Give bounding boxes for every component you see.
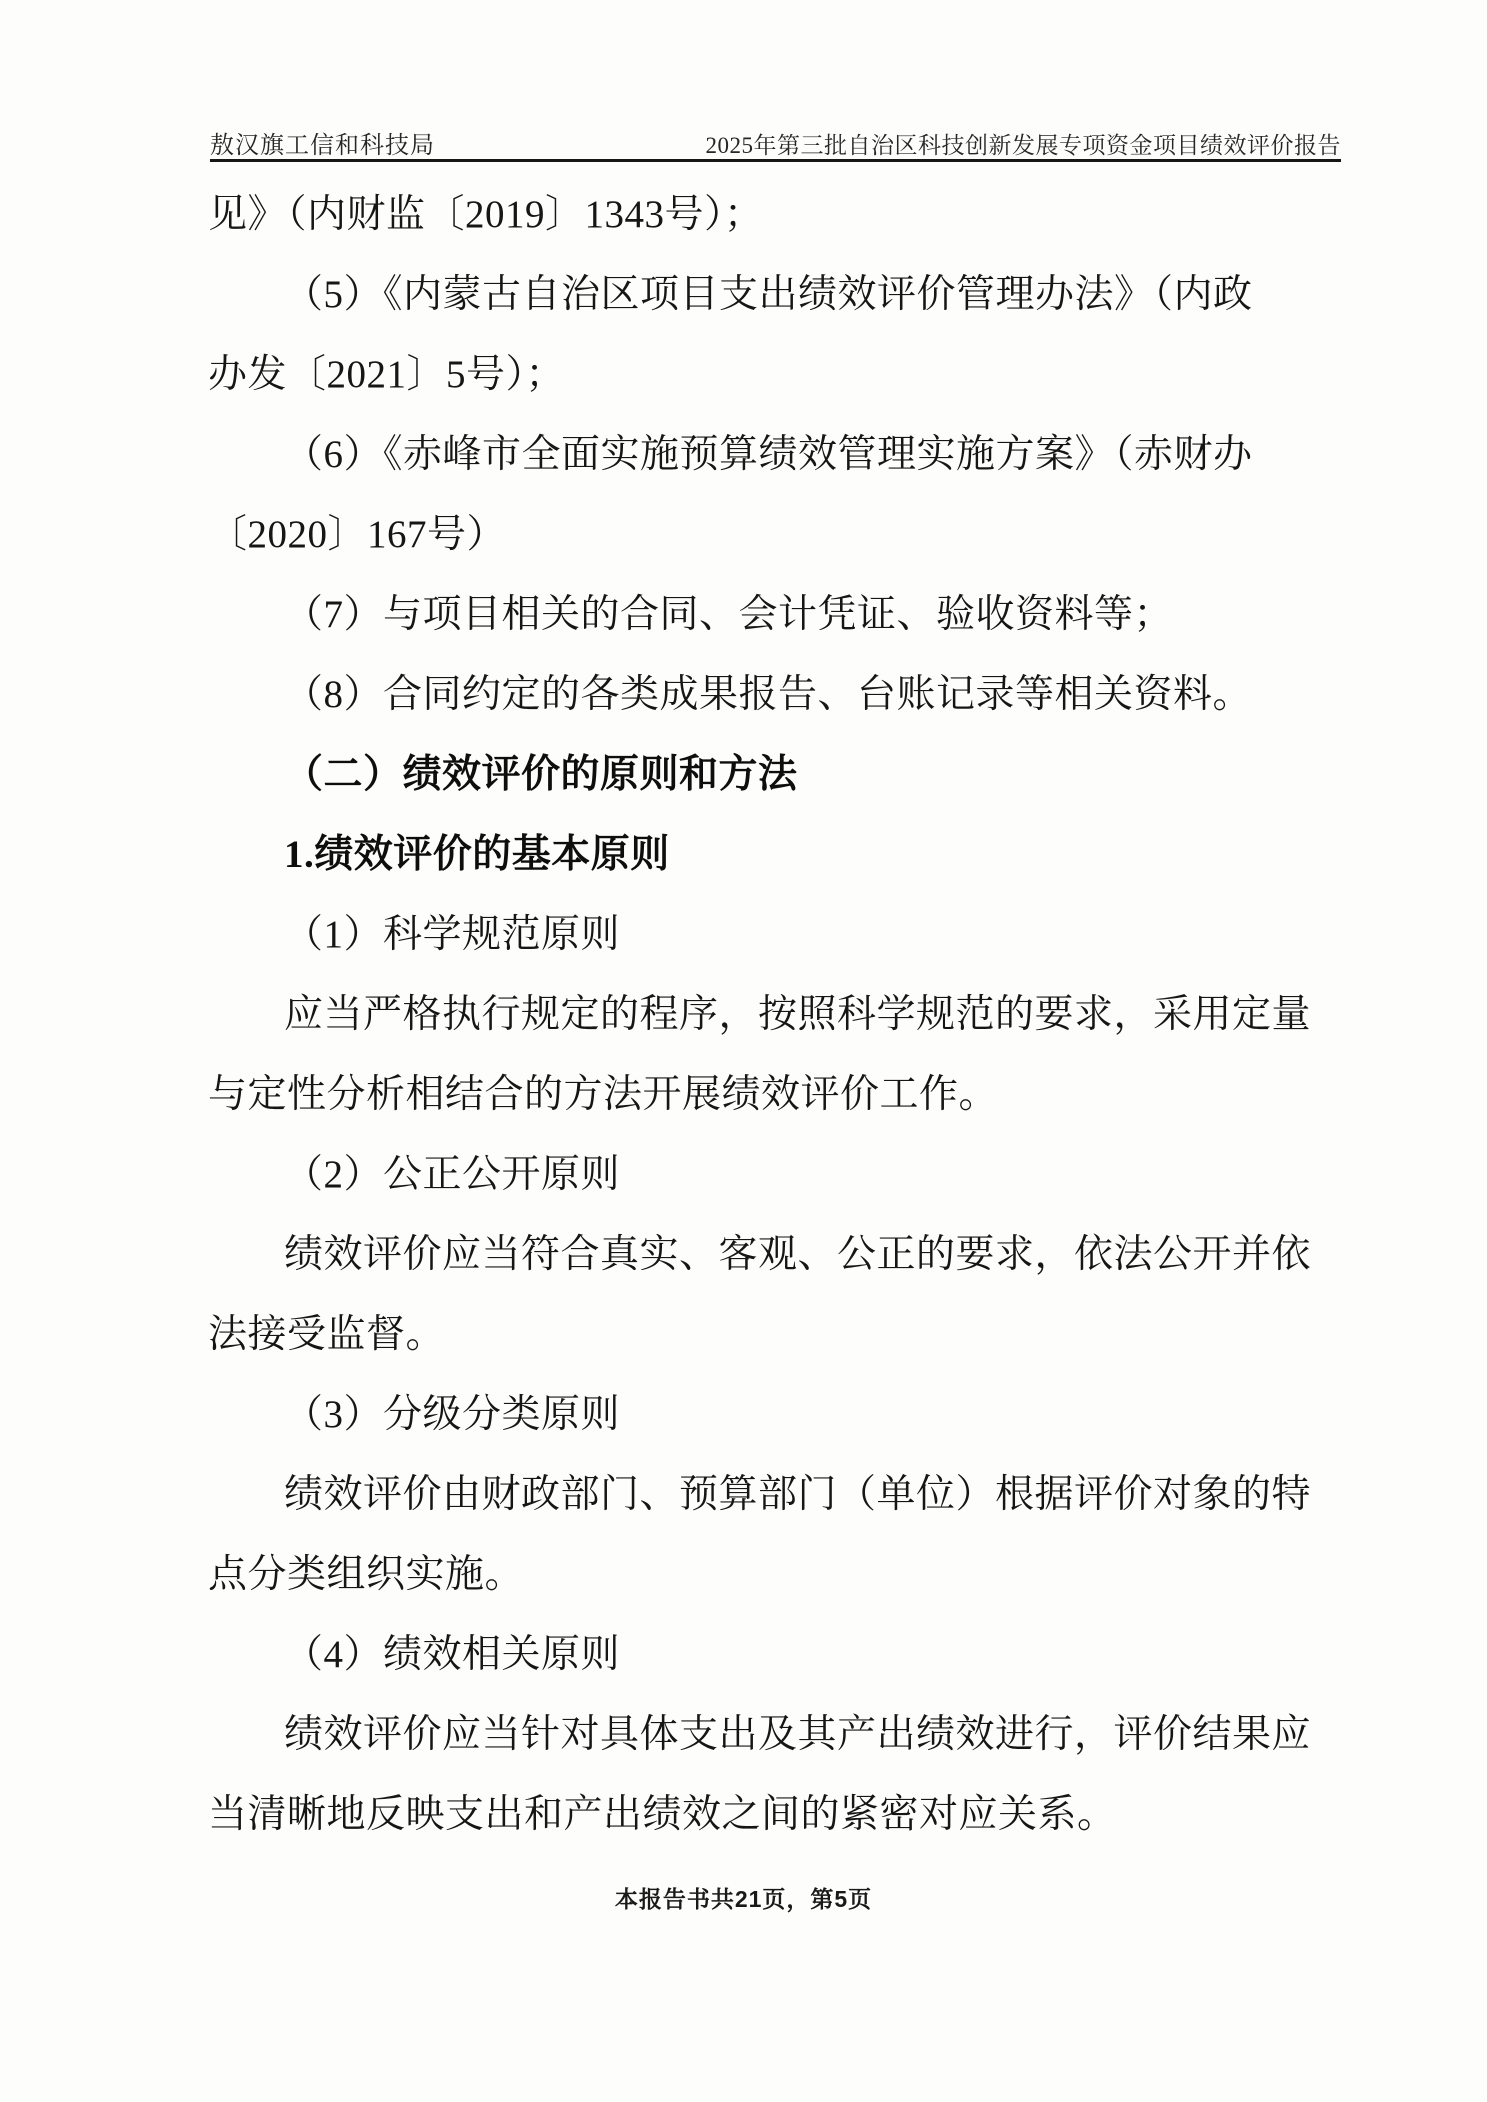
text-line: 当清晰地反映支出和产出绩效之间的紧密对应关系。 xyxy=(208,1793,1117,1836)
text-line: 绩效评价应当符合真实、客观、公正的要求，依法公开并依 xyxy=(284,1233,1312,1276)
text-line: 办发〔2021〕5号）； xyxy=(208,353,566,396)
text-line: （5）《内蒙古自治区项目支出绩效评价管理办法》（内政 xyxy=(284,273,1253,316)
page-header xyxy=(210,128,1341,160)
header-left-title: 敖汉旗工信和科技局 xyxy=(210,133,435,159)
text-line: （1）科学规范原则 xyxy=(284,913,621,956)
text-line: 〔2020〕167号） xyxy=(208,513,507,556)
text-line: （2）公正公开原则 xyxy=(284,1153,621,1196)
page-footer: 本报告书共21页，第5页 xyxy=(614,1886,873,1912)
text-line: （二）绩效评价的原则和方法 xyxy=(284,753,798,796)
text-line: （7）与项目相关的合同、会计凭证、验收资料等； xyxy=(284,593,1174,636)
text-line: 应当严格执行规定的程序，按照科学规范的要求，采用定量 xyxy=(284,993,1312,1036)
header-divider xyxy=(210,159,1341,162)
text-line: （6）《赤峰市全面实施预算绩效管理实施方案》（赤财办 xyxy=(284,433,1253,476)
text-line: （4）绩效相关原则 xyxy=(284,1633,621,1676)
text-line: 见》（内财监〔2019〕1343号）； xyxy=(208,193,764,236)
text-line: 点分类组织实施。 xyxy=(208,1553,525,1596)
text-line: （3）分级分类原则 xyxy=(284,1393,621,1436)
document-body xyxy=(208,175,1338,1855)
header-right-title: 2025年第三批自治区科技创新发展专项资金项目绩效评价报告 xyxy=(705,133,1341,158)
text-line: 绩效评价由财政部门、预算部门（单位）根据评价对象的特 xyxy=(284,1473,1312,1516)
text-line: 与定性分析相结合的方法开展绩效评价工作。 xyxy=(208,1073,999,1116)
text-line: 1.绩效评价的基本原则 xyxy=(284,833,670,876)
text-line: （8）合同约定的各类成果报告、台账记录等相关资料。 xyxy=(284,673,1253,716)
text-line: 法接受监督。 xyxy=(208,1313,446,1356)
text-line: 绩效评价应当针对具体支出及其产出绩效进行，评价结果应 xyxy=(284,1713,1312,1756)
